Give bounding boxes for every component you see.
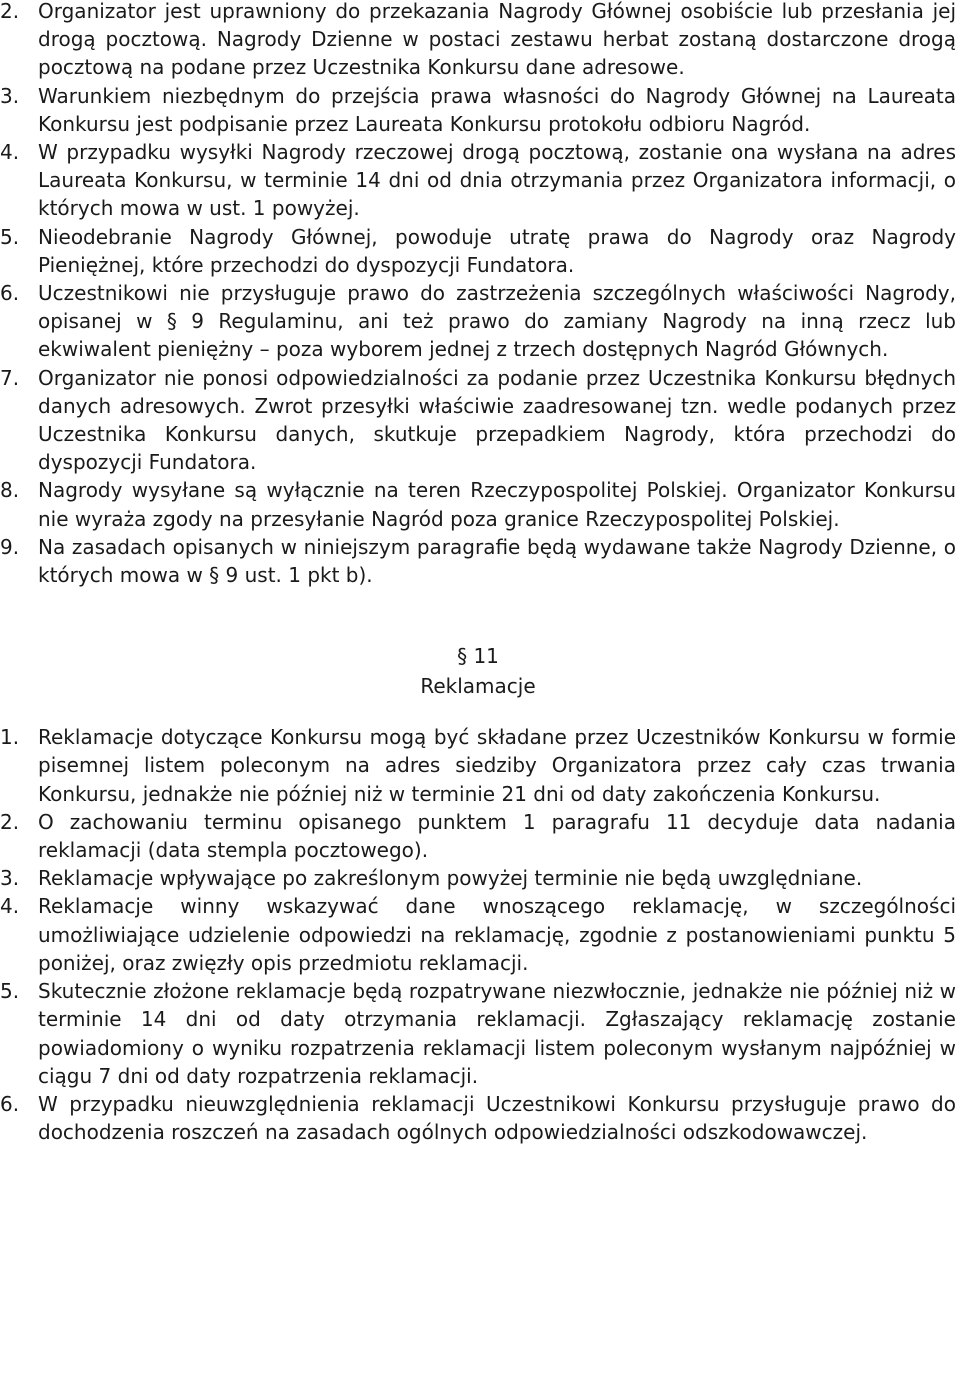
list-item	[0, 892, 956, 977]
item-text: Uczestnikowi nie przysługuje prawo do zastrzeżenia szczególnych właściwości Nagrody, opisanej w § 9 Regulaminu, ani też prawo do zamiany Nagrody na inną rzecz lub ekwiwalent pieniężny – poza wyborem jednej z trzech dostępnych Nagród Głównych.	[38, 281, 956, 362]
list-item	[0, 533, 956, 589]
list-item	[0, 864, 956, 892]
item-text: Reklamacje dotyczące Konkursu mogą być składane przez Uczestników Konkursu w formie pisemnej listem poleconym na adres siedziby Organizatora przez cały czas trwania Konkursu, jednakże nie później niż w terminie 21 dni od daty zakończenia Konkursu.	[38, 725, 956, 806]
item-text: Nieodebranie Nagrody Głównej, powoduje utratę prawa do Nagrody oraz Nagrody Pieniężnej, które przechodzi do dyspozycji Fundatora.	[38, 224, 956, 277]
list-item	[0, 476, 956, 532]
item-text: W przypadku nieuwzględnienia reklamacji Uczestnikowi Konkursu przysługuje prawo do dochodzenia roszczeń na zasadach ogólnych odpowiedzialności odszkodowawczej.	[38, 1091, 956, 1145]
item-number: 2.	[0, 809, 20, 834]
item-number: 5.	[0, 979, 20, 1004]
section-title: Reklamacje	[420, 674, 536, 699]
list-item	[0, 138, 956, 223]
list-item	[0, 0, 956, 82]
item-text: Reklamacje winny wskazywać dane wnoszącego reklamację, w szczególności umożliwiające udzielenie odpowiedzi na reklamację, zgodnie z postanowieniami punktu 5 poniżej, oraz zwięzły opis przedmiotu reklamacji.	[38, 894, 956, 975]
item-number: 7.	[0, 365, 20, 390]
item-number: 5.	[0, 224, 20, 249]
item-number: 4.	[0, 140, 20, 165]
item-text: Reklamacje wpływające po zakreślonym powyżej terminie nie będą uwzględniane.	[38, 866, 863, 891]
item-text: Na zasadach opisanych w niniejszym paragrafie będą wydawane także Nagrody Dzienne, o których mowa w § 9 ust. 1 pkt b).	[38, 534, 956, 588]
list-item	[0, 723, 956, 808]
item-number: 3.	[0, 866, 20, 891]
list-item	[0, 82, 956, 138]
item-number: 4.	[0, 894, 20, 919]
list-item	[0, 808, 956, 864]
section-heading	[0, 641, 956, 701]
item-number: 9.	[0, 534, 20, 559]
item-text: W przypadku wysyłki Nagrody rzeczowej drogą pocztową, zostanie ona wysłana na adres Laureata Konkursu, w terminie 14 dni od dnia otrzymania przez Organizatora informacji, o których mowa w ust. 1 powyżej.	[38, 140, 956, 221]
item-number: 2.	[0, 0, 20, 23]
list-item	[0, 977, 956, 1090]
list-item	[0, 223, 956, 279]
item-text: O zachowaniu terminu opisanego punktem 1 paragrafu 11 decyduje data nadania reklamacji (data stempla pocztowego).	[38, 809, 956, 863]
list-item	[0, 364, 956, 477]
item-text: Organizator nie ponosi odpowiedzialności za podanie przez Uczestnika Konkursu błędnych danych adresowych. Zwrot przesyłki właściwie zaadresowanej tzn. wedle podanych przez Uczestnika Konkursu danych, skutkuje przepadkiem Nagrody, która przechodzi do dyspozycji Fundatora.	[38, 365, 956, 475]
list-item	[0, 279, 956, 364]
complaints-list	[0, 723, 956, 1146]
list-item	[0, 1090, 956, 1146]
paragraph-number: § 11	[457, 644, 499, 669]
item-number: 6.	[0, 281, 20, 306]
item-number: 1.	[0, 725, 20, 750]
item-number: 3.	[0, 83, 20, 108]
item-number: 8.	[0, 478, 20, 503]
prize-delivery-list	[0, 0, 956, 589]
item-text: Organizator jest uprawniony do przekazania Nagrody Głównej osobiście lub przesłania jej drogą pocztową. Nagrody Dzienne w postaci zestawu herbat zostaną dostarczone drogą pocztową na podane przez Uczestnika Konkursu dane adresowe.	[38, 0, 956, 80]
item-text: Warunkiem niezbędnym do przejścia prawa własności do Nagrody Głównej na Laureata Konkursu jest podpisanie przez Laureata Konkursu protokołu odbioru Nagród.	[38, 83, 956, 136]
item-text: Skutecznie złożone reklamacje będą rozpatrywane niezwłocznie, jednakże nie później niż w terminie 14 dni od daty otrzymania reklamacji. Zgłaszający reklamację zostanie powiadomiony o wyniku rozpatrzenia reklamacji listem poleconym wysłanym najpóźniej w ciągu 7 dni od daty rozpatrzenia reklamacji.	[38, 979, 956, 1088]
item-number: 6.	[0, 1091, 20, 1116]
item-text: Nagrody wysyłane są wyłącznie na teren Rzeczypospolitej Polskiej. Organizator Konkursu nie wyraża zgody na przesyłanie Nagród poza granice Rzeczypospolitej Polskiej.	[38, 478, 956, 531]
